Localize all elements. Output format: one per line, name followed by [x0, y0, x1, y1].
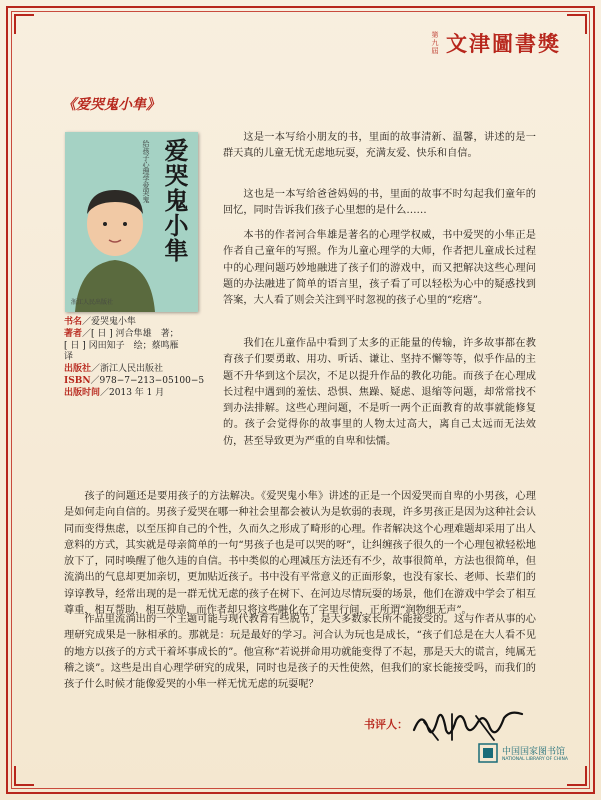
- review-paragraph-1: 这是一本写给小朋友的书，里面的故事清新、温馨，讲述的是一群天真的儿童无忧无虑地玩耍，充满友爱、快乐和自信。: [223, 132, 536, 160]
- meta-date-row: 出版时间／2013 年 1 月: [64, 387, 165, 398]
- review-paragraph-4: 我们在儿童作品中看到了太多的正能量的传输，许多故事都在教育孩子们要勇敢、用功、听话、谦让、坚持不懈等等，似乎作品的主题不升华到这个层次，不足以提升作品的教化功能。而孩子在心理成长过程中遇到的羞怯、恐惧、焦躁、疑虑、退缩等问题，却常常找不到办法排解。这些心理问题，不是听一两个正面教育的故事就能修复的。孩子会觉得你的故事里的人物太过高大，离自己太远而无法效仿，甚至导致更为严重的自卑和怯懦。: [223, 338, 536, 447]
- library-name-en: NATIONAL LIBRARY OF CHINA: [502, 757, 568, 762]
- meta-publisher-row: 出版社／浙江人民出版社: [64, 364, 164, 375]
- cover-publisher: 浙江人民出版社: [71, 299, 114, 306]
- award-title: 文津圖書獎: [446, 31, 561, 56]
- meta-title-row: 书名／爱哭鬼小隼: [64, 317, 137, 327]
- review-paragraph-3: 本书的作者河合隼雄是著名的心理学权威，书中爱哭的小隼正是作者自己童年的写照。作为儿童心理学的大师，作者把儿童成长过程中的心理问题巧妙地融进了孩子们的游戏中，而又把解决这些心理问题的办法融进了简单的语言里，孩子看了可以轻松为心中的疑惑找到答案，大人看了则会关注到平时忽视的孩子心里的“疙瘩”。: [223, 230, 536, 307]
- meta-author-row-3: 译: [64, 352, 74, 363]
- library-emblem-icon: [478, 743, 498, 763]
- reviewer-label: 书评人：: [364, 718, 408, 731]
- meta-author-row: 著者／[ 日 ] 河合隼雄 著；: [64, 328, 179, 339]
- library-logo: [478, 743, 568, 763]
- review-paragraph-2: 这也是一本写给爸爸妈妈的书，里面的故事不时勾起我们童年的回忆，同时告诉我们孩子心里想的是什么……: [223, 189, 536, 217]
- reviewer-signature: [408, 700, 528, 746]
- review-paragraph-6: 作品里流淌出的一个主题可能与现代教育有些脱节，是大多数家长所不能接受的。这与作者从事的心理研究成果是一脉相承的。那就是：玩是最好的学习。河合认为玩也是成长，“孩子们总是在大人看不见的地方以孩子的方式干着坏事成长的”。他宣称“若说拼命用功就能变得了不起，那是天大的谎言，纯属无稽之谈”。这些是出自心理学研究的成果，同时也是孩子的天性使然，但我们的家长能接受吗，而我们的孩子什么时候才能像爱哭的小隼一样无忧无虑的玩耍呢？: [64, 614, 536, 691]
- meta-author-row-2: [ 日 ] 冈田知子 绘；蔡鸣雁: [64, 340, 179, 351]
- cover-subtitle: 给孩子心理学爱哭鬼: [142, 140, 150, 203]
- book-heading: 《爱哭鬼小隼》: [62, 97, 160, 113]
- cover-title: 爱哭鬼小隼: [160, 138, 189, 263]
- award-edition: 第九屆: [431, 31, 439, 55]
- review-paragraph-5: 孩子的问题还是要用孩子的方法解决。《爱哭鬼小隼》讲述的正是一个因爱哭而自卑的小男孩，心理是如何走向自信的。男孩子爱哭在哪一种社会里都会被认为是软弱的表现，许多男孩正是因为这种社会认同而变得焦虑，以至压抑自己的个性，久而久之形成了畸形的心理。作者解决这个心理难题却采用了出人意料的方式，其实就是母亲简单的一句“男孩子也是可以哭的呀”，让纠缠孩子很久的一个心理包袱轻松地放下了，同时唤醒了他久违的自信。书中类似的心理减压方法还有不少，故事很简单，方法也很简单，但流淌出的气息却更加亲切，更加贴近孩子。书中没有平常意义的正面形象，也没有家长、老师、长辈们的谆谆教导，经常出现的是一群无忧无虑的孩子在树下、在河边尽情玩耍的场景，他们在游戏中学会了相互尊重，相互帮助，相互鼓励，而作者却只将这些融化在了字里行间，正所谓“润物细无声”。: [64, 491, 536, 617]
- library-name-cn: 中国国家图书馆: [502, 747, 566, 757]
- library-name: [502, 744, 568, 762]
- meta-isbn-row: ISBN／978−7−213−05100−5: [64, 375, 205, 386]
